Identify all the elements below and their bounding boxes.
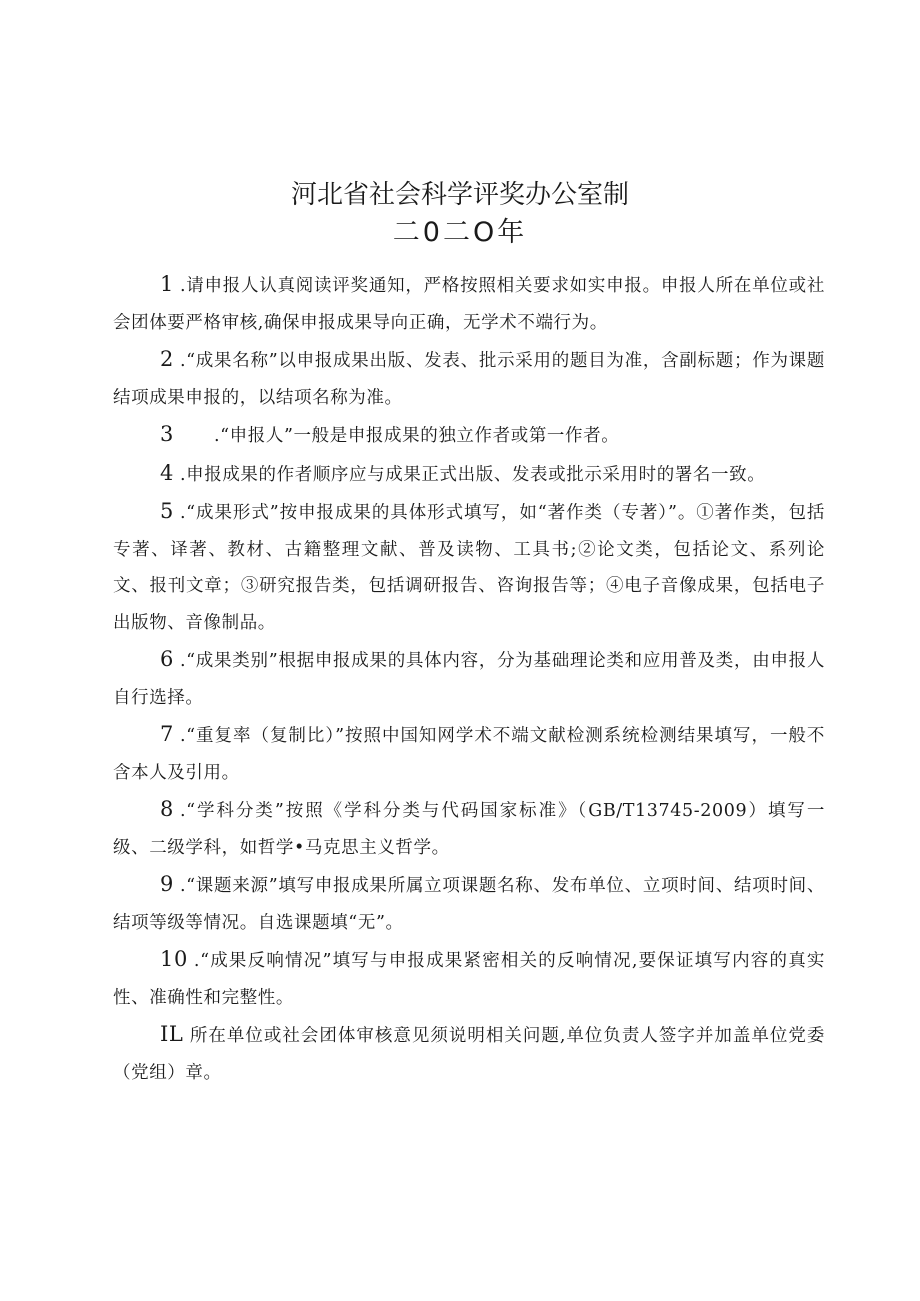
- instruction-number: 2: [160, 347, 174, 371]
- instruction-number: 7: [160, 722, 174, 746]
- instruction-text: .“成果名称”以申报成果出版、发表、批示采用的题目为准，含副标题；作为课题结项成果申报的，以结项名称为准。: [113, 351, 825, 408]
- instruction-text: 所在单位或社会团体审核意见须说明相关问题,单位负责人签字并加盖单位党委（党组）章。: [113, 1026, 825, 1083]
- instruction-item-3: [113, 416, 825, 455]
- issuing-office-title: 河北省社会科学评奖办公室制: [290, 180, 629, 210]
- instruction-item-8: [113, 791, 825, 866]
- instruction-text: .“成果类别”根据申报成果的具体内容，分为基础理论类和应用普及类，由申报人自行选择。: [113, 651, 825, 708]
- instruction-text: .请申报人认真阅读评奖通知，严格按照相关要求如实申报。申报人所在单位或社会团体要严格审核,确保申报成果导向正确，无学术不端行为。: [113, 276, 825, 333]
- instruction-number: IL: [160, 1022, 184, 1046]
- instruction-item-10: [113, 941, 825, 1016]
- instructions-list: [113, 266, 825, 1091]
- instruction-text: .“课题来源”填写申报成果所属立项课题名称、发布单位、立项时间、结项时间、结项等级等情况。自选课题填“无”。: [113, 876, 825, 933]
- instruction-number: 4: [160, 460, 174, 485]
- instruction-text: .“学科分类”按照《学科分类与代码国家标准》（GB/T13745-2009）填写一级、二级学科，如哲学•马克思主义哲学。: [113, 801, 825, 858]
- instruction-number: 5: [160, 499, 174, 523]
- instruction-number: 6: [160, 647, 174, 671]
- instruction-item-9: [113, 866, 825, 941]
- instruction-number: 10: [160, 947, 188, 971]
- instruction-text: .申报成果的作者顺序应与成果正式出版、发表或批示采用时的署名一致。: [179, 464, 766, 485]
- instruction-number: 8: [160, 797, 174, 821]
- instruction-number: 3: [160, 422, 174, 446]
- instruction-text: .“申报人”一般是申报成果的独立作者或第一作者。: [213, 426, 620, 446]
- instruction-text: .“成果反响情况”填写与申报成果紧密相关的反响情况,要保证填写内容的真实性、准确性和完整性。: [113, 951, 825, 1008]
- instruction-item-7: [113, 716, 825, 791]
- instruction-item-1: [113, 266, 825, 341]
- instruction-item-6: [113, 641, 825, 716]
- instruction-number: 1: [160, 272, 174, 296]
- instruction-item-5: [113, 493, 825, 641]
- instruction-item-2: [113, 341, 825, 416]
- instruction-item-4: [113, 455, 825, 494]
- year-title: 二0二O年: [392, 217, 528, 248]
- instruction-number: 9: [160, 872, 174, 896]
- instruction-text: .“重复率（复制比）”按照中国知网学术不端文献检测系统检测结果填写，一般不含本人及引用。: [113, 726, 825, 783]
- instruction-text: .“成果形式”按申报成果的具体形式填写，如“著作类（专著）”。①著作类，包括专著、译著、教材、古籍整理文献、普及读物、工具书;②论文类，包括论文、系列论文、报刊文章；③研究报告类，包括调研报告、咨询报告等；④电子音像成果，包括电子出版物、音像制品。: [113, 503, 825, 633]
- instruction-item-11: [113, 1016, 825, 1091]
